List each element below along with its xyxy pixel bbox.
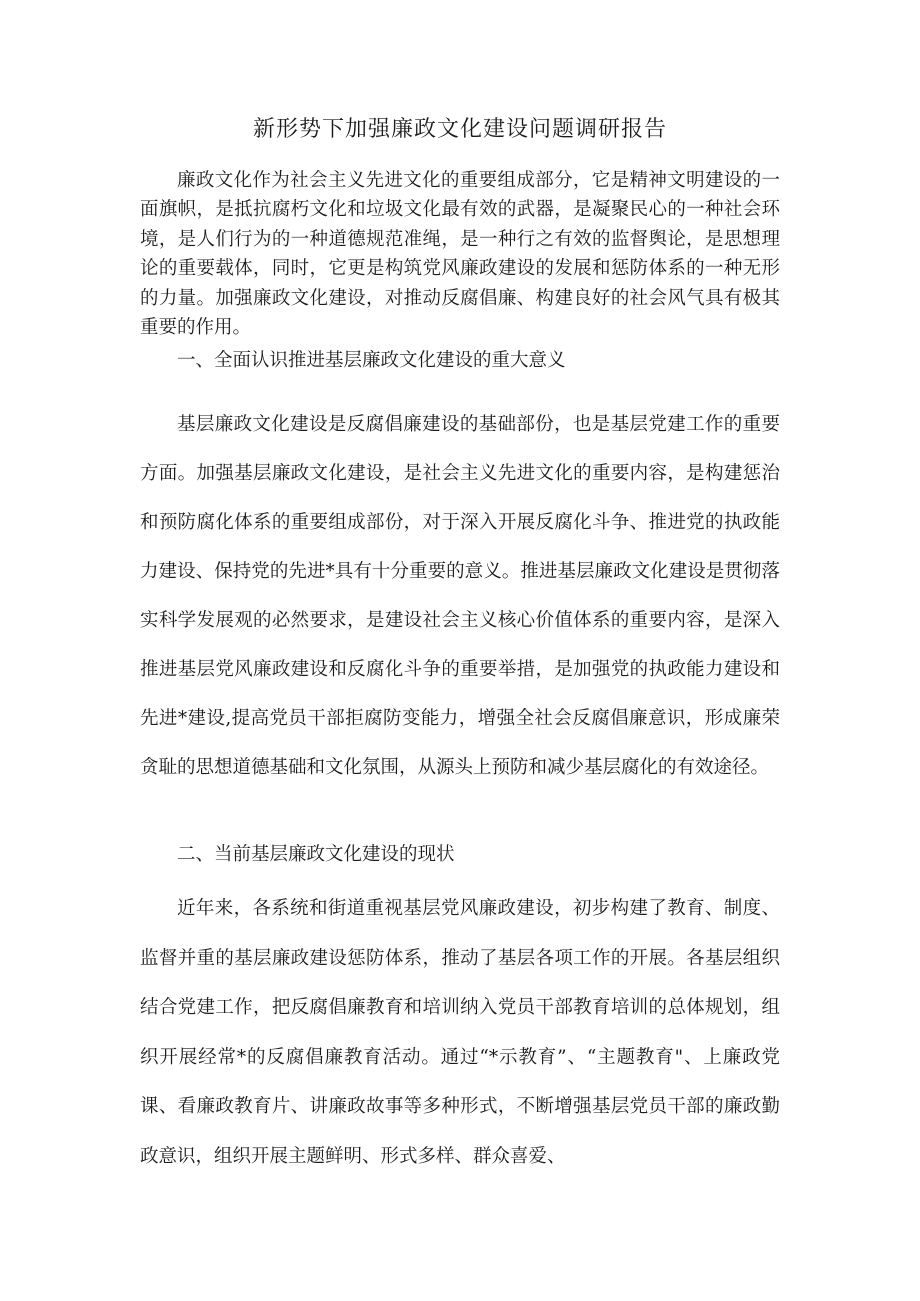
section-1-heading: 一、全面认识推进基层廉政文化建设的重大意义 [177,350,566,371]
section-2-heading: 二、当前基层廉政文化建设的现状 [177,844,455,865]
section-1-paragraph: 基层廉政文化建设是反腐倡廉建设的基础部份，也是基层党建工作的重要方面。加强基层廉政文化建设，是社会主义先进文化的重要内容，是构建惩治和预防腐化体系的重要组成部份，对于深入开展反腐化斗争、推进党的执政能力建设、保持党的先进*具有十分重要的意义。推进基层廉政文化建设是贯彻落实科学发展观的必然要求，是建设社会主义核心价值体系的重要内容，是深入推进基层党风廉政建设和反腐化斗争的重要举措，是加强党的执政能力建设和先进*建设,提高党员干部拒腐防变能力，增强全社会反腐倡廉意识，形成廉荣贪耻的思想道德基础和文化氛围，从源头上预防和减少基层腐化的有效途径。 [140,414,780,778]
intro-paragraph: 廉政文化作为社会主义先进文化的重要组成部分，它是精神文明建设的一面旗帜，是抵抗腐朽文化和垃圾文化最有效的武器，是凝聚民心的一种社会环境，是人们行为的一种道德规范准绳，是一种行之有效的监督舆论，是思想理论的重要载体，同时，它更是构筑党风廉政建设的发展和惩防体系的一种无形的力量。加强廉政文化建设，对推动反腐倡廉、构建良好的社会风气具有极其重要的作用。 [140,170,780,339]
section-2-paragraph: 近年来，各系统和街道重视基层党风廉政建设，初步构建了教育、制度、监督并重的基层廉政建设惩防体系，推动了基层各项工作的开展。各基层组织结合党建工作，把反腐倡廉教育和培训纳入党员干部教育培训的总体规划，组织开展经常*的反腐倡廉教育活动。通过“*示教育”、“主题教育"、上廉政党课、看廉政教育片、讲廉政故事等多种形式，不断增强基层党员干部的廉政勤政意识，组织开展主题鲜明、形式多样、群众喜爱、 [140,898,780,1167]
document-title: 新形势下加强廉政文化建设问题调研报告 [252,117,667,142]
